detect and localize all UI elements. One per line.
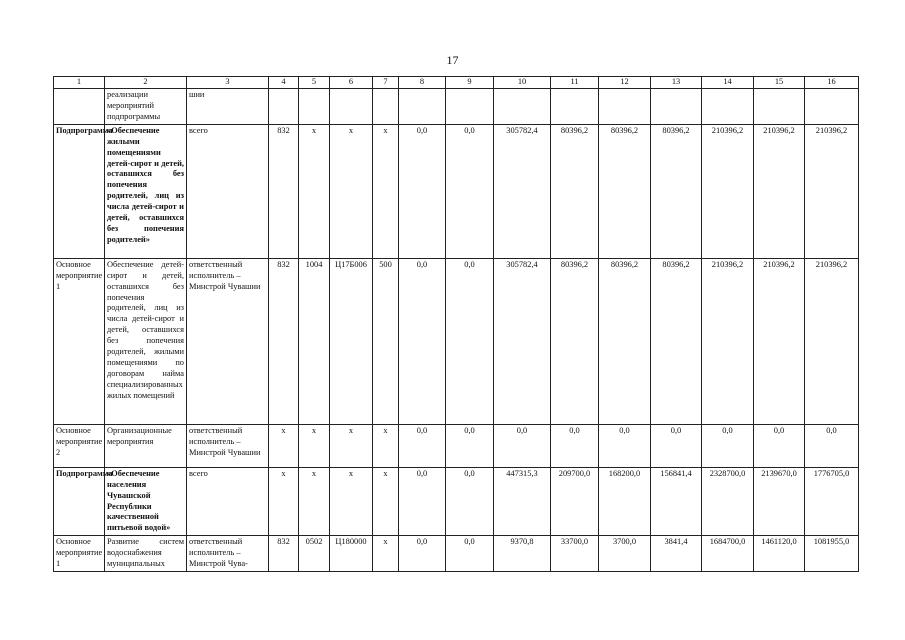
row-executor-cell: всего: [187, 124, 269, 258]
value-cell: 210396,2: [754, 124, 805, 258]
column-header: 2: [105, 77, 187, 89]
value-cell: 3841,4: [651, 536, 702, 572]
value-cell: 0,0: [754, 424, 805, 467]
value-cell: 0,0: [399, 124, 446, 258]
row-executor-cell: шии: [187, 89, 269, 125]
value-cell: Ц180000: [330, 536, 373, 572]
value-cell: 447315,3: [494, 467, 551, 536]
value-cell: 209700,0: [551, 467, 599, 536]
column-header: 15: [754, 77, 805, 89]
value-cell: 210396,2: [805, 124, 859, 258]
value-cell: 305782,4: [494, 258, 551, 424]
value-cell: 0,0: [446, 258, 494, 424]
value-cell: Ц17Б006: [330, 258, 373, 424]
row-type-cell: [54, 89, 105, 125]
value-cell: x: [269, 467, 299, 536]
value-cell: 156841,4: [651, 467, 702, 536]
column-header: 5: [299, 77, 330, 89]
value-cell: [269, 89, 299, 125]
column-header: 1: [54, 77, 105, 89]
column-header: 14: [702, 77, 754, 89]
value-cell: 0,0: [399, 467, 446, 536]
value-cell: 0,0: [599, 424, 651, 467]
column-header: 10: [494, 77, 551, 89]
value-cell: 0,0: [399, 424, 446, 467]
value-cell: 0,0: [494, 424, 551, 467]
value-cell: 3700,0: [599, 536, 651, 572]
value-cell: [702, 89, 754, 125]
value-cell: x: [269, 424, 299, 467]
value-cell: 2139670,0: [754, 467, 805, 536]
value-cell: 0,0: [446, 424, 494, 467]
value-cell: 2328700,0: [702, 467, 754, 536]
value-cell: 1776705,0: [805, 467, 859, 536]
row-description-cell: Обеспечение детей-сирот и детей, оставшихся без попечения родителей, лиц из числа детей-сирот и детей, оставшихся без попечения родителей, жилыми помещениями по договорам найма специализированных жилых помещений: [105, 258, 187, 424]
value-cell: 0,0: [651, 424, 702, 467]
value-cell: 832: [269, 258, 299, 424]
value-cell: [330, 89, 373, 125]
row-executor-cell: всего: [187, 467, 269, 536]
table-row: [54, 467, 859, 536]
value-cell: 0,0: [446, 124, 494, 258]
value-cell: 9370,8: [494, 536, 551, 572]
value-cell: 832: [269, 124, 299, 258]
table-row: [54, 536, 859, 572]
row-type-cell: Подпрограмма: [54, 124, 105, 258]
value-cell: 33700,0: [551, 536, 599, 572]
value-cell: 0502: [299, 536, 330, 572]
row-description-cell: «Обеспечение населения Чувашской Республики качественной питьевой водой»: [105, 467, 187, 536]
column-header: 16: [805, 77, 859, 89]
value-cell: [494, 89, 551, 125]
value-cell: 832: [269, 536, 299, 572]
value-cell: x: [299, 467, 330, 536]
value-cell: 0,0: [551, 424, 599, 467]
value-cell: [373, 89, 399, 125]
value-cell: x: [330, 124, 373, 258]
row-type-cell: Основное мероприятие 2: [54, 424, 105, 467]
value-cell: 80396,2: [599, 258, 651, 424]
page-number: 17: [446, 53, 459, 67]
value-cell: 1081955,0: [805, 536, 859, 572]
row-type-cell: Основное мероприятие 1: [54, 258, 105, 424]
value-cell: x: [373, 536, 399, 572]
value-cell: 1461120,0: [754, 536, 805, 572]
column-header: 11: [551, 77, 599, 89]
value-cell: x: [373, 424, 399, 467]
column-header-row: [54, 77, 859, 89]
column-header: 13: [651, 77, 702, 89]
row-description-cell: реализации мероприятий подпрограммы: [105, 89, 187, 125]
value-cell: 210396,2: [702, 258, 754, 424]
row-description-cell: Организационные мероприятия: [105, 424, 187, 467]
table-row: [54, 124, 859, 258]
value-cell: 80396,2: [651, 258, 702, 424]
value-cell: 80396,2: [599, 124, 651, 258]
value-cell: 210396,2: [702, 124, 754, 258]
value-cell: 1004: [299, 258, 330, 424]
column-header: 3: [187, 77, 269, 89]
table-row: [54, 424, 859, 467]
value-cell: 0,0: [399, 258, 446, 424]
column-header: 4: [269, 77, 299, 89]
value-cell: x: [299, 424, 330, 467]
value-cell: [754, 89, 805, 125]
value-cell: [599, 89, 651, 125]
value-cell: 80396,2: [651, 124, 702, 258]
value-cell: 210396,2: [805, 258, 859, 424]
value-cell: x: [373, 467, 399, 536]
value-cell: 0,0: [446, 536, 494, 572]
row-description-cell: «Обеспечение жилыми помещениями детей-сирот и детей, оставшихся без попечения родителей, лиц из числа детей-сирот и детей, оставшихся без попечения родителей»: [105, 124, 187, 258]
row-executor-cell: ответственный исполнитель – Минстрой Чувашии: [187, 258, 269, 424]
column-header: 12: [599, 77, 651, 89]
value-cell: 80396,2: [551, 124, 599, 258]
value-cell: x: [373, 124, 399, 258]
column-header: 9: [446, 77, 494, 89]
table-row: [54, 89, 859, 125]
value-cell: x: [330, 424, 373, 467]
value-cell: [805, 89, 859, 125]
value-cell: [399, 89, 446, 125]
value-cell: 0,0: [399, 536, 446, 572]
value-cell: 168200,0: [599, 467, 651, 536]
value-cell: 210396,2: [754, 258, 805, 424]
row-executor-cell: ответственный исполнитель – Минстрой Чува-: [187, 536, 269, 572]
value-cell: 1684700,0: [702, 536, 754, 572]
value-cell: [299, 89, 330, 125]
table-body: [54, 77, 859, 572]
value-cell: [446, 89, 494, 125]
value-cell: x: [299, 124, 330, 258]
value-cell: 0,0: [446, 467, 494, 536]
value-cell: x: [330, 467, 373, 536]
table-row: [54, 258, 859, 424]
row-type-cell: Основное мероприятие 1: [54, 536, 105, 572]
column-header: 6: [330, 77, 373, 89]
value-cell: 80396,2: [551, 258, 599, 424]
value-cell: 500: [373, 258, 399, 424]
row-description-cell: Развитие систем водоснабжения муниципальных: [105, 536, 187, 572]
column-header: 7: [373, 77, 399, 89]
value-cell: 0,0: [805, 424, 859, 467]
value-cell: [551, 89, 599, 125]
budget-table: [53, 76, 859, 572]
value-cell: 305782,4: [494, 124, 551, 258]
column-header: 8: [399, 77, 446, 89]
row-type-cell: Подпрограмма: [54, 467, 105, 536]
row-executor-cell: ответственный исполнитель – Минстрой Чувашии: [187, 424, 269, 467]
value-cell: [651, 89, 702, 125]
value-cell: 0,0: [702, 424, 754, 467]
